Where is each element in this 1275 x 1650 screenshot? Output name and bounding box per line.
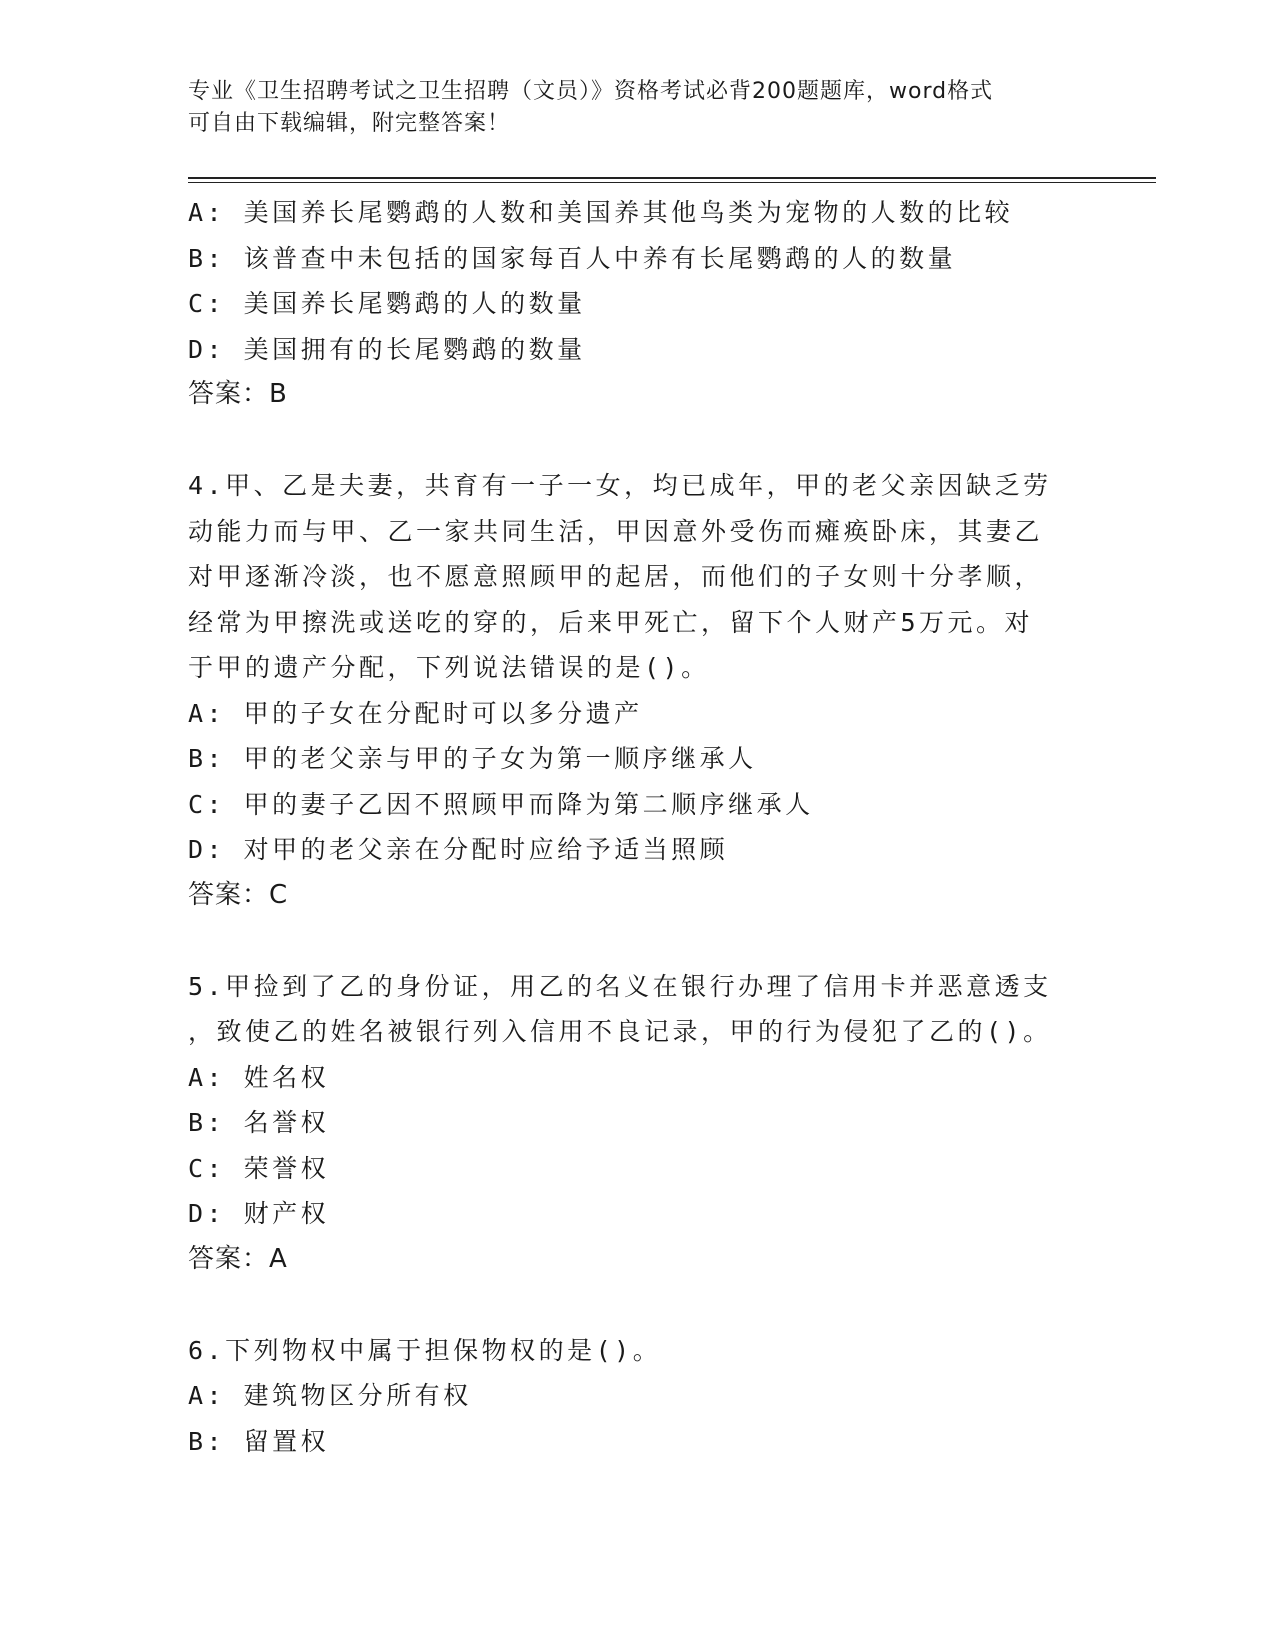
spacer xyxy=(188,1282,1088,1328)
q4-option-c: C: 甲的妻子乙因不照顾甲而降为第二顺序继承人 xyxy=(188,789,814,819)
q4-stem-line-3: 对甲逐渐冷淡，也不愿意照顾甲的起居，而他们的子女则十分孝顺， xyxy=(188,562,1044,591)
q4-stem-line-1: 4.甲、乙是夫妻，共育有一子一女，均已成年，甲的老父亲因缺乏劳 xyxy=(188,471,1052,500)
spacer xyxy=(188,418,1088,464)
q4-option-d: D: 对甲的老父亲在分配时应给予适当照顾 xyxy=(188,835,729,864)
q6-option-a: A: 建筑物区分所有权 xyxy=(188,1381,472,1410)
q4-option-b: B: 甲的老父亲与甲的子女为第一顺序继承人 xyxy=(188,744,757,773)
q5-option-c: C: 荣誉权 xyxy=(188,1153,330,1183)
q5-option-a: A: 姓名权 xyxy=(188,1062,330,1092)
q5-stem-line-1: 5.甲捡到了乙的身份证，用乙的名义在银行办理了信用卡并恶意透支 xyxy=(188,971,1052,1001)
spacer xyxy=(188,918,1088,964)
q3-option-c: C: 美国养长尾鹦鹉的人的数量 xyxy=(188,289,586,318)
question-6 xyxy=(188,1328,1088,1465)
question-4 xyxy=(188,463,1088,918)
q4-answer: 答案：C xyxy=(188,879,289,910)
header-divider-thick xyxy=(188,177,1156,179)
q5-option-b: B: 名誉权 xyxy=(188,1108,330,1137)
q3-option-b: B: 该普查中未包括的国家每百人中养有长尾鹦鹉的人的数量 xyxy=(188,243,957,273)
q5-answer: 答案：A xyxy=(188,1243,288,1274)
question-5 xyxy=(188,964,1088,1283)
q5-option-d: D: 财产权 xyxy=(188,1199,330,1228)
q4-stem-line-4: 经常为甲擦洗或送吃的穿的，后来甲死亡，留下个人财产5万元。对 xyxy=(188,607,1034,637)
header-line-2: 可自由下载编辑，附完整答案！ xyxy=(188,111,511,136)
q6-option-b: B: 留置权 xyxy=(188,1426,330,1456)
q3-option-d: D: 美国拥有的长尾鹦鹉的数量 xyxy=(188,334,586,364)
question-3 xyxy=(188,190,1088,418)
q3-option-a: A: 美国养长尾鹦鹉的人数和美国养其他鸟类为宠物的人数的比较 xyxy=(188,198,1014,227)
q4-stem-line-2: 动能力而与甲、乙一家共同生活，甲因意外受伤而瘫痪卧床，其妻乙 xyxy=(188,516,1044,546)
header-line-1: 专业《卫生招聘考试之卫生招聘（文员）》资格考试必背200题题库，word格式 xyxy=(188,79,994,104)
question-content xyxy=(188,190,1088,1464)
q6-stem-line-1: 6.下列物权中属于担保物权的是()。 xyxy=(188,1335,662,1365)
q5-stem-line-2: ，致使乙的姓名被银行列入信用不良记录，甲的行为侵犯了乙的()。 xyxy=(188,1017,1052,1046)
q4-option-a: A: 甲的子女在分配时可以多分遗产 xyxy=(188,698,643,728)
q3-answer: 答案：B xyxy=(188,379,288,409)
q4-stem-line-5: 于甲的遗产分配，下列说法错误的是()。 xyxy=(188,653,710,682)
document-header xyxy=(188,76,1068,140)
header-divider-thin xyxy=(188,182,1156,183)
